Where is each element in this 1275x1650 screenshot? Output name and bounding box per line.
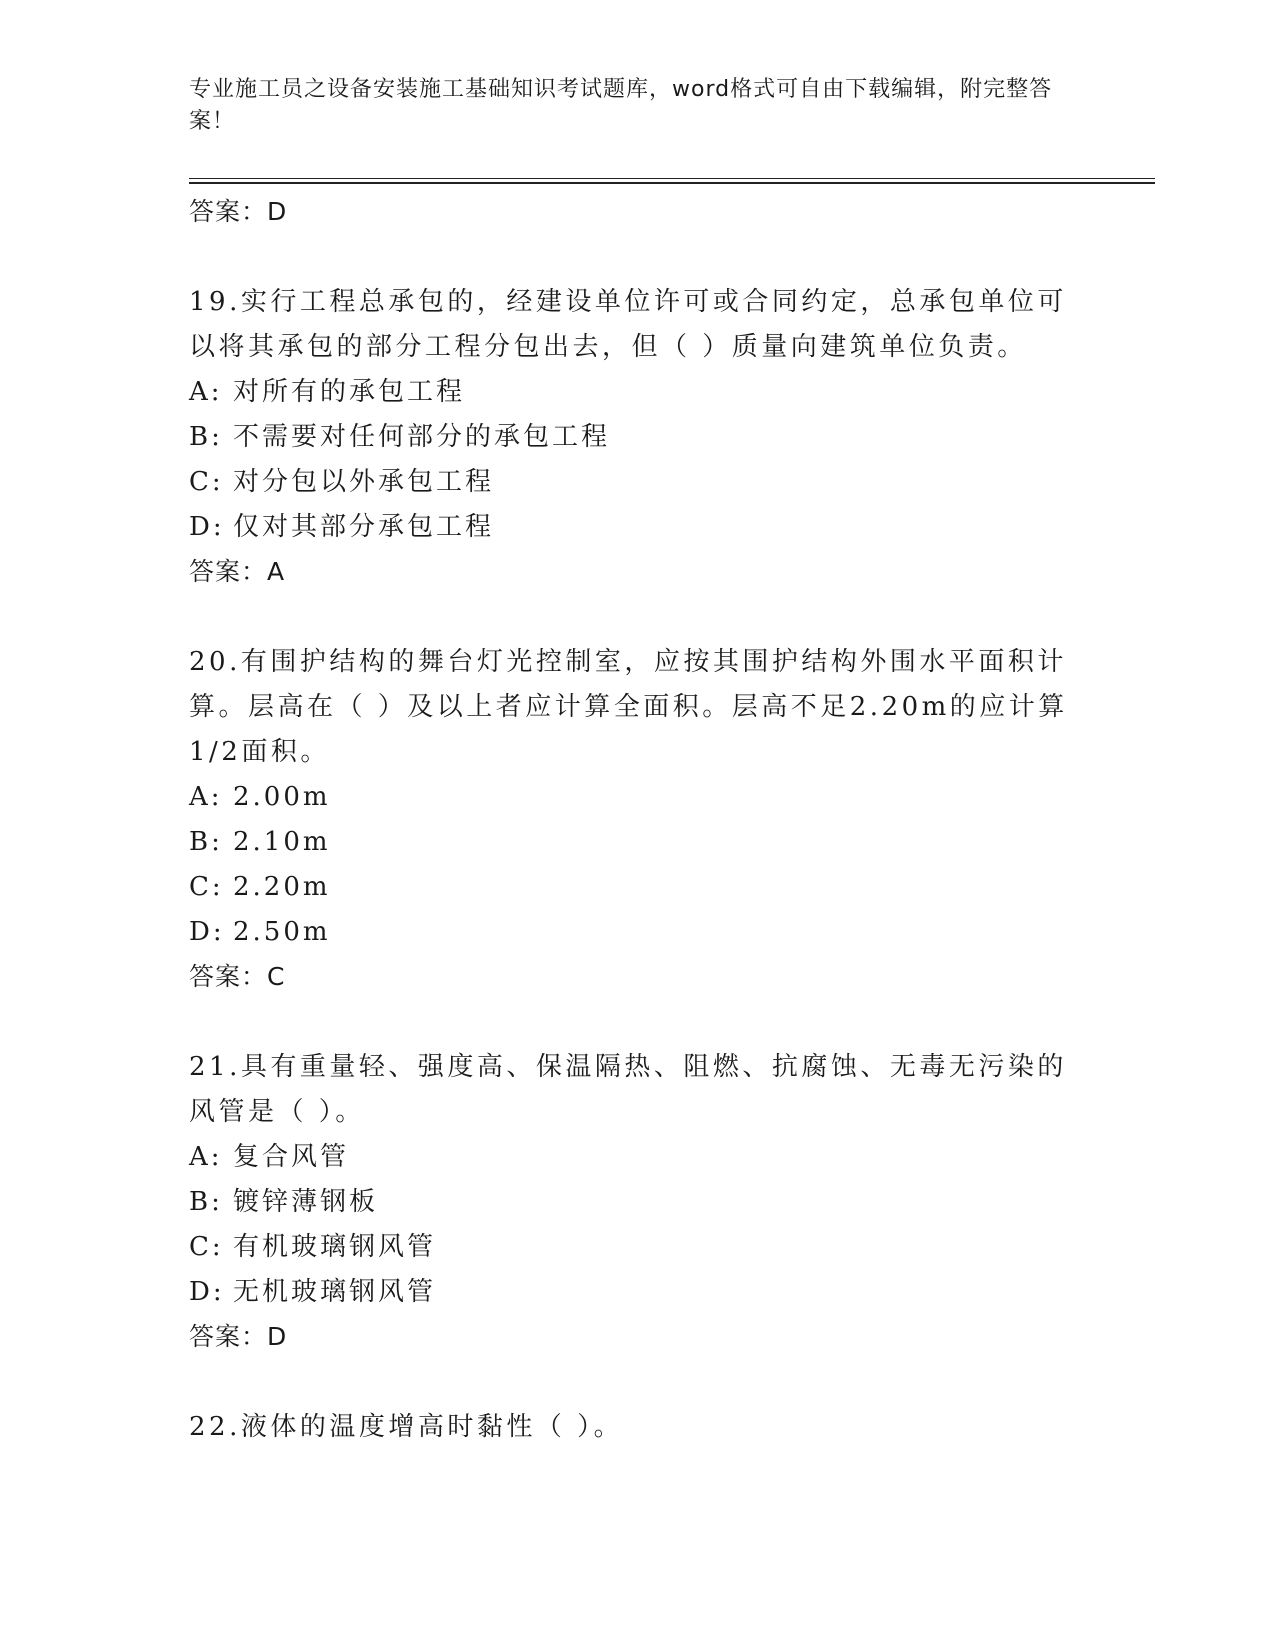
header-divider-thick [189,182,1155,184]
option-c [189,1225,1089,1270]
option-text: 镀锌薄钢板 [233,1187,379,1217]
document-header: 专业施工员之设备安装施工基础知识考试题库，word格式可自由下载编辑，附完整答案！ [189,77,1053,134]
question-19 [189,280,1089,594]
question-20 [189,640,1089,999]
option-b [189,415,1089,460]
option-b [189,1180,1089,1225]
option-letter: A: [189,782,223,812]
question-22 [189,1405,1089,1450]
option-text: 2.10m [233,827,331,857]
option-letter: C: [189,872,224,902]
option-text: 无机玻璃钢风管 [233,1277,437,1307]
option-d [189,505,1089,550]
option-letter: B: [189,1187,223,1217]
option-letter: D: [189,917,225,947]
question-text: 20.有围护结构的舞台灯光控制室，应按其围护结构外围水平面积计算。层高在（ ）及以上者应计算全面积。层高不足2.20m的应计算1/2面积。 [189,647,1068,767]
header-divider-thin [189,178,1155,179]
option-a [189,1135,1089,1180]
question-text: 19.实行工程总承包的，经建设单位许可或合同约定，总承包单位可以将其承包的部分工程分包出去，但（ ）质量向建筑单位负责。 [189,287,1067,362]
question-21 [189,1045,1089,1359]
option-letter: B: [189,422,223,452]
option-letter: D: [189,1277,225,1307]
question-text: 22.液体的温度增高时黏性（ ）。 [189,1412,624,1442]
option-text: 2.50m [233,917,331,947]
option-c [189,865,1089,910]
option-text: 2.20m [233,872,331,902]
option-letter: A: [189,377,223,407]
option-letter: A: [189,1142,223,1172]
option-letter: B: [189,827,223,857]
option-text: 2.00m [233,782,331,812]
answer-label: 答案：A [189,557,286,586]
answer-label: 答案：D [189,1322,288,1351]
previous-answer: 答案：D [189,197,288,226]
option-text: 不需要对任何部分的承包工程 [233,422,611,452]
question-text: 21.具有重量轻、强度高、保温隔热、阻燃、抗腐蚀、无毒无污染的风管是（ ）。 [189,1052,1067,1127]
option-b [189,820,1089,865]
option-d [189,1270,1089,1315]
option-letter: C: [189,1232,224,1262]
option-text: 对分包以外承包工程 [233,467,495,497]
question-list [189,190,1089,1450]
option-text: 对所有的承包工程 [233,377,466,407]
option-letter: D: [189,512,225,542]
option-d [189,910,1089,955]
option-a [189,370,1089,415]
option-a [189,775,1089,820]
option-letter: C: [189,467,224,497]
option-c [189,460,1089,505]
option-text: 复合风管 [233,1142,350,1172]
answer-label: 答案：C [189,962,286,991]
option-text: 有机玻璃钢风管 [233,1232,437,1262]
option-text: 仅对其部分承包工程 [233,512,495,542]
